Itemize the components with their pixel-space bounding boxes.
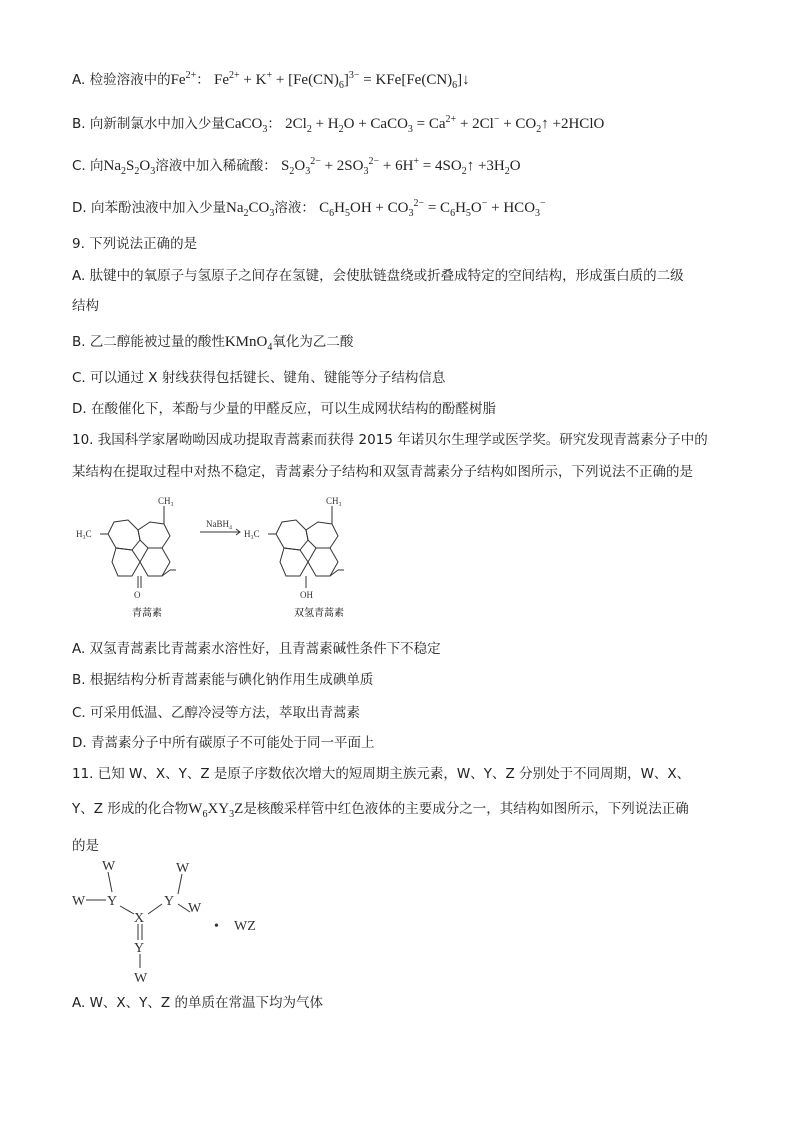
q9-option-c: C. 可以通过 X 射线获得包括键长、键角、键能等分子结构信息 [72, 370, 446, 386]
caption-artemisinin: 青蒿素 [132, 608, 162, 619]
carbonyl-o-label: O [134, 590, 141, 600]
q9-option-a-line1: A. 肽键中的氧原子与氢原子之间存在氢键，会使肽链盘绕或折叠成特定的空间结构，形成蛋白质的二级 [72, 268, 684, 284]
compound-structure [72, 856, 292, 986]
atom-y-3: Y [134, 941, 145, 956]
caption-dihydroartemisinin: 双氢青蒿素 [294, 608, 344, 619]
q11-option-a: A. W、X、Y、Z 的单质在常温下均为气体 [72, 995, 323, 1011]
q8-option-b: B. 向新制氯水中加入少量CaCO$_3$： $2Cl_2 + H_2O$ + CaCO$_3$ = $Ca^{2+} + 2Cl^-$ + $CO_2↑$ +2HClO [72, 114, 605, 135]
atom-w-3: W [176, 861, 190, 876]
ch3-label-1: CH₃ [158, 496, 174, 506]
eq-fe2: $Fe^{2+}$ [170, 70, 197, 88]
h3c-label-1: H₃C [76, 529, 92, 539]
q8-option-d: D. 向苯酚浊液中加入少量$Na_2CO_3$溶液： $C_6H_5OH + CO_3^{2-} = C_6H_5O^- + HCO_3^-$ [72, 198, 546, 219]
equation-b: $2Cl_2 + H_2O$ + CaCO$_3$ = $Ca^{2+} + 2Cl^-$ + $CO_2↑$ +2HClO [285, 114, 605, 135]
reagent-label: NaBH₄ [206, 519, 233, 529]
q9-option-d: D. 在酸催化下，苯酚与少量的甲醛反应，可以生成网状结构的酚醛树脂 [72, 401, 496, 417]
q10-option-d: D. 青蒿素分子中所有碳原子不可能处于同一平面上 [72, 735, 375, 751]
salt-wz: WZ [234, 919, 256, 934]
atom-x: X [134, 911, 145, 926]
artemisinin-diagram [72, 492, 392, 622]
dot-separator: • [214, 919, 219, 934]
atom-w-4: W [188, 901, 202, 916]
q11-stem-line1: 11. 已知 W、X、Y、Z 是原子序数依次增大的短周期主族元素，W、Y、Z 分别处于不同周期，W、X、 [72, 766, 691, 782]
hydroxyl-label: OH [300, 590, 313, 600]
atom-w-5: W [134, 971, 148, 986]
h3c-label-2: H₃C [244, 529, 260, 539]
q8-option-c: C. 向$Na_2S_2O_3$溶液中加入稀硫酸： $S_2O_3^{2-} + 2SO_3^{2-} + 6H^+$ = $4SO_2↑ +3H_2O$ [72, 156, 521, 177]
ch3-label-2: CH₃ [326, 496, 342, 506]
q8-option-a: A. 检验溶液中的$Fe^{2+}$： $Fe^{2+} + K^+ + [Fe(CN)_6]^{3-}$ = $KFe[Fe(CN)_6]↓$ [72, 70, 470, 91]
atom-y-2: Y [164, 894, 175, 909]
q11-stem-line2: Y、Z 形成的化合物$W_6XY_3Z$是核酸采样管中红色液体的主要成分之一，其结构如图所示，下列说法正确 [72, 801, 689, 820]
q10-option-a: A. 双氢青蒿素比青蒿素水溶性好，且青蒿素碱性条件下不稳定 [72, 641, 441, 657]
equation-a: $Fe^{2+} + K^+ + [Fe(CN)_6]^{3-}$ = $KFe[Fe(CN)_6]↓$ [214, 70, 470, 91]
atom-w-2: W [72, 894, 86, 909]
equation-c: $S_2O_3^{2-} + 2SO_3^{2-} + 6H^+$ = $4SO_2↑ +3H_2O$ [281, 156, 521, 177]
atom-y-1: Y [107, 894, 118, 909]
q9-stem: 9. 下列说法正确的是 [72, 236, 198, 252]
q10-stem-line1: 10. 我国科学家屠呦呦因成功提取青蒿素而获得 2015 年诺贝尔生理学或医学奖。研究发现青蒿素分子中的 [72, 432, 708, 448]
q9-option-a-line2: 结构 [72, 298, 99, 314]
q9-option-b: B. 乙二醇能被过量的酸性KMnO$_4$氧化为乙二酸 [72, 334, 354, 353]
atom-w-1: W [102, 859, 116, 874]
q10-option-b: B. 根据结构分析青蒿素能与碘化钠作用生成碘单质 [72, 672, 374, 688]
q11-stem-line3: 的是 [72, 838, 99, 854]
q10-stem-line2: 某结构在提取过程中对热不稳定，青蒿素分子结构和双氢青蒿素分子结构如图所示，下列说法不正确的是 [72, 464, 693, 480]
q10-option-c: C. 可采用低温、乙醇冷浸等方法，萃取出青蒿素 [72, 705, 361, 721]
equation-d: $C_6H_5OH + CO_3^{2-} = C_6H_5O^- + HCO_3^-$ [319, 198, 546, 219]
